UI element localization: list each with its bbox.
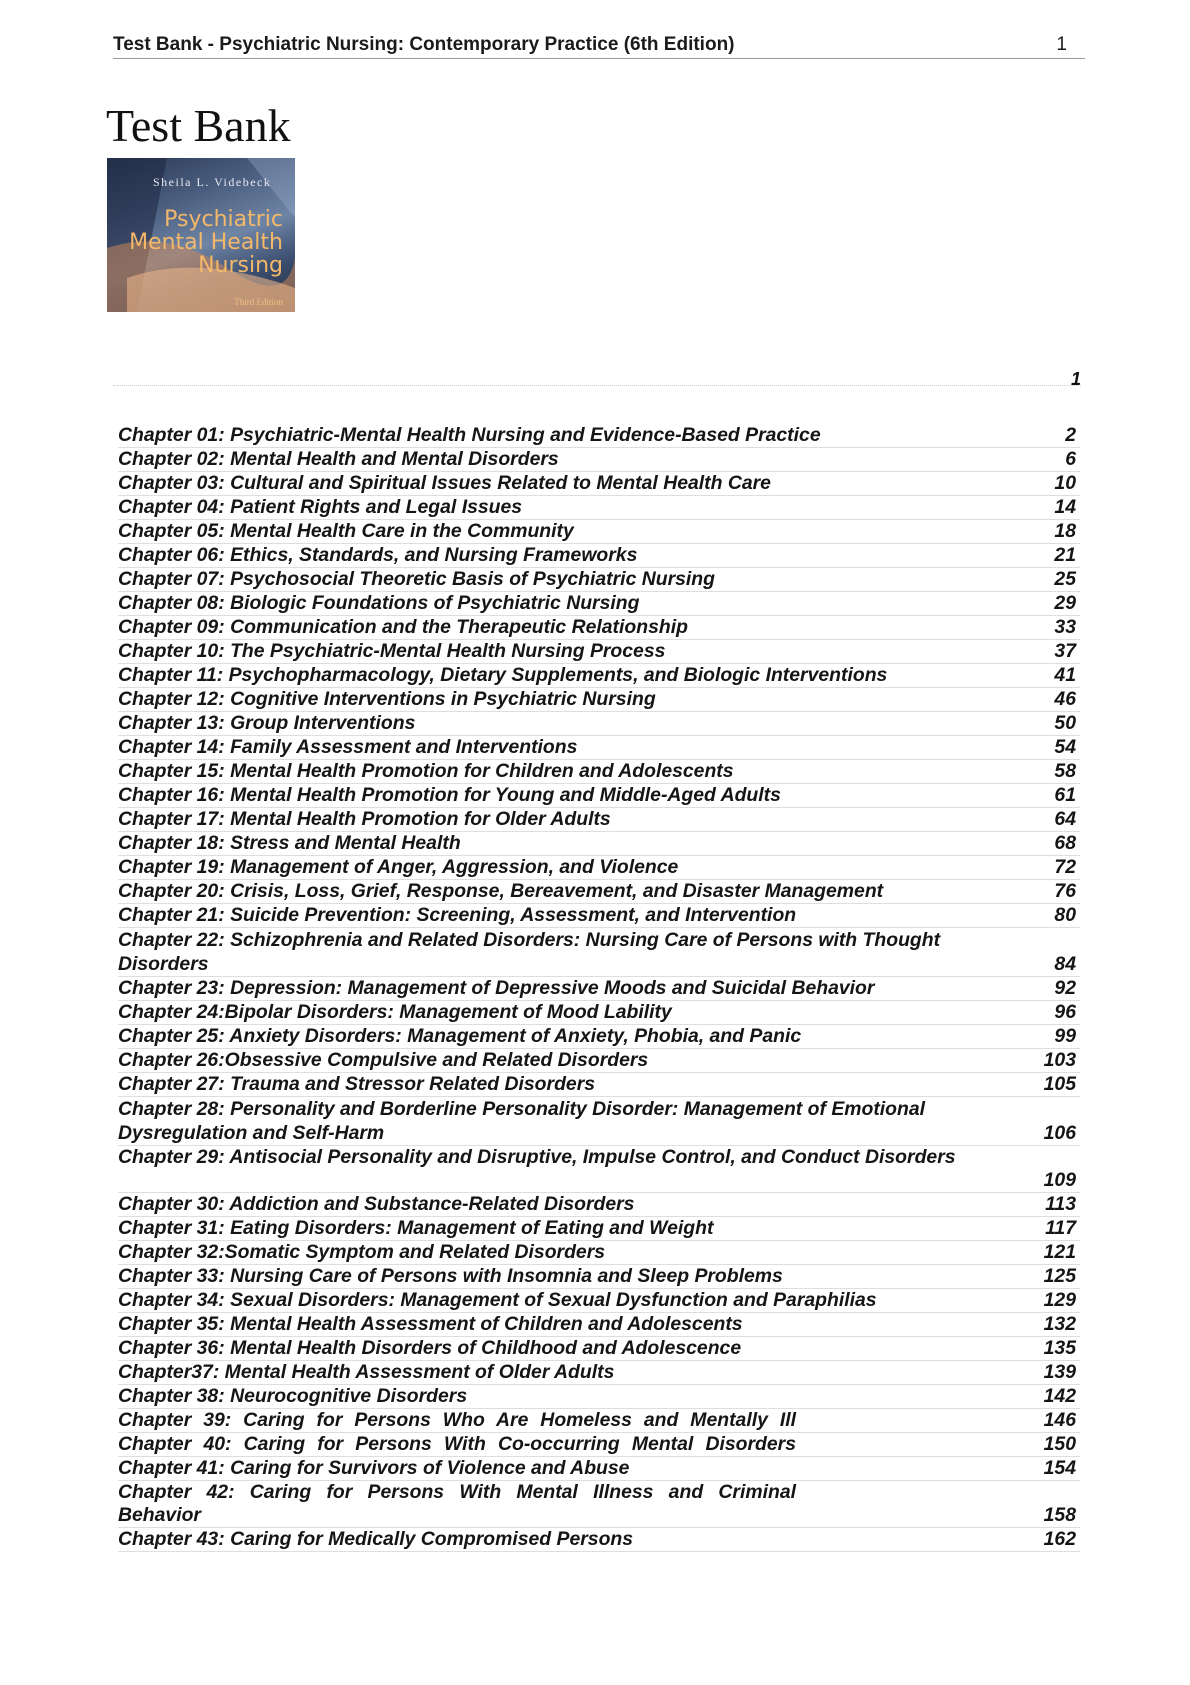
toc-entry-page: 10	[1054, 472, 1076, 494]
running-header	[113, 32, 1085, 59]
toc-entry[interactable]	[118, 448, 1080, 472]
toc-entry-title: Chapter 17: Mental Health Promotion for Older Adults	[118, 808, 611, 830]
cover-author: Sheila L. Videbeck	[153, 175, 272, 189]
toc-entry-page: 37	[1054, 640, 1076, 662]
toc-entry-page: 76	[1054, 880, 1076, 902]
toc-entry-page: 158	[1043, 1504, 1076, 1526]
toc-entry-title: Chapter 19: Management of Anger, Aggression, and Violence	[118, 856, 679, 878]
toc-entry-page: 132	[1043, 1313, 1076, 1335]
toc-entry-page: 162	[1043, 1528, 1076, 1550]
toc-entry-page: 125	[1043, 1265, 1076, 1287]
toc-entry-title: Chapter 16: Mental Health Promotion for Young and Middle-Aged Adults	[118, 784, 781, 806]
toc-entry-title: Chapter 43: Caring for Medically Compromised Persons	[118, 1528, 634, 1550]
toc-entry[interactable]	[118, 1049, 1080, 1073]
toc-entry-title: Chapter 24:Bipolar Disorders: Management of Mood Lability	[118, 1001, 672, 1023]
toc-entry[interactable]	[118, 1313, 1080, 1337]
toc-entry-title: Chapter 18: Stress and Mental Health	[118, 832, 461, 854]
toc-entry[interactable]	[118, 712, 1080, 736]
toc-entry-page: 80	[1054, 904, 1076, 926]
toc-entry-page: 150	[1043, 1433, 1076, 1455]
toc-entry-page: 129	[1043, 1289, 1076, 1311]
toc-entry[interactable]	[118, 808, 1080, 832]
toc-entry-title: Chapter 02: Mental Health and Mental Disorders	[118, 448, 559, 470]
toc-entry[interactable]	[118, 784, 1080, 808]
toc-entry[interactable]	[118, 1265, 1080, 1289]
toc-entry[interactable]	[118, 592, 1080, 616]
toc-entry-page: 21	[1054, 544, 1076, 566]
toc-top-page: 1	[1070, 369, 1081, 389]
toc-entry[interactable]	[118, 424, 1080, 448]
toc-entry-page: 109	[1043, 1169, 1076, 1191]
toc-entry-page: 29	[1054, 592, 1076, 614]
toc-entry-page: 105	[1043, 1073, 1076, 1095]
toc-entry-page: 46	[1054, 688, 1076, 710]
toc-entry-title: Chapter 06: Ethics, Standards, and Nursing Frameworks	[118, 544, 638, 566]
toc-entry[interactable]	[118, 904, 1080, 928]
toc-entry-title: Chapter 38: Neurocognitive Disorders	[118, 1385, 468, 1407]
toc-entry[interactable]	[118, 640, 1080, 664]
toc-entry-page: 6	[1065, 448, 1076, 470]
toc-entry-page: 33	[1054, 616, 1076, 638]
toc-entry-title: Chapter 29: Antisocial Personality and Disruptive, Impulse Control, and Conduct Disorders	[118, 1146, 956, 1168]
toc-entry[interactable]	[118, 760, 1080, 784]
toc-entry[interactable]	[118, 1241, 1080, 1265]
toc-entry-title: Chapter37: Mental Health Assessment of Older Adults	[118, 1361, 615, 1383]
toc-entry[interactable]	[118, 1193, 1080, 1217]
toc-entry-page: 99	[1054, 1025, 1076, 1047]
toc-entry-title: Chapter 31: Eating Disorders: Management of Eating and Weight	[118, 1217, 714, 1239]
toc-entry[interactable]	[118, 1073, 1080, 1097]
toc-entry-title: Chapter 32:Somatic Symptom and Related Disorders	[118, 1241, 606, 1263]
cover-title-line: Psychiatric	[164, 207, 283, 232]
document-title: Test Bank - Psychiatric Nursing: Contemporary Practice (6th Edition)	[113, 34, 735, 55]
toc-entry-page: 61	[1054, 784, 1076, 806]
toc-entry-title: Chapter 04: Patient Rights and Legal Issues	[118, 496, 523, 518]
toc-entry[interactable]	[118, 520, 1080, 544]
toc-entry[interactable]	[118, 1025, 1080, 1049]
toc-entry[interactable]	[118, 977, 1080, 1001]
toc-entry[interactable]	[118, 1097, 1080, 1146]
toc-entry[interactable]	[118, 688, 1080, 712]
toc-entry[interactable]	[118, 1146, 1080, 1193]
toc-entry-title: Chapter 39: Caring for Persons Who Are Homeless and Mentally Ill	[118, 1409, 796, 1431]
toc-entry-page: 64	[1054, 808, 1076, 830]
toc-entry-page: 2	[1065, 424, 1076, 446]
toc-entry[interactable]	[118, 1409, 1080, 1433]
toc-entry-title: Chapter 34: Sexual Disorders: Management of Sexual Dysfunction and Paraphilias	[118, 1289, 877, 1311]
toc-entry[interactable]	[118, 664, 1080, 688]
toc-entry-title: Chapter 03: Cultural and Spiritual Issues Related to Mental Health Care	[118, 472, 771, 494]
toc-entry-title: Chapter 26:Obsessive Compulsive and Related Disorders	[118, 1049, 649, 1071]
toc-entry[interactable]	[118, 616, 1080, 640]
toc-entry-page: 121	[1043, 1241, 1076, 1263]
toc-entry-title: Chapter 27: Trauma and Stressor Related Disorders	[118, 1073, 596, 1095]
toc-entry-title: Chapter 08: Biologic Foundations of Psychiatric Nursing	[118, 592, 640, 614]
toc-entry-page: 50	[1054, 712, 1076, 734]
toc-entry[interactable]	[118, 1528, 1080, 1552]
toc-entry-title: Chapter 20: Crisis, Loss, Grief, Response, Bereavement, and Disaster Management	[118, 880, 884, 902]
toc-entry-title: Chapter 14: Family Assessment and Interventions	[118, 736, 578, 758]
cover-edition: Third Edition	[234, 297, 283, 307]
toc-entry-title: Chapter 23: Depression: Management of Depressive Moods and Suicidal Behavior	[118, 977, 875, 999]
toc-entry-title: Chapter 10: The Psychiatric-Mental Health Nursing Process	[118, 640, 666, 662]
toc-entry[interactable]	[118, 496, 1080, 520]
toc-entry-title: Chapter 01: Psychiatric-Mental Health Nursing and Evidence-Based Practice	[118, 424, 821, 446]
toc-entry-page: 142	[1043, 1385, 1076, 1407]
toc-entry[interactable]	[118, 1433, 1080, 1457]
toc-entry[interactable]	[118, 568, 1080, 592]
toc-entry[interactable]	[118, 472, 1080, 496]
toc-entry-title: Chapter 11: Psychopharmacology, Dietary Supplements, and Biologic Interventions	[118, 664, 888, 686]
toc-entry[interactable]	[118, 856, 1080, 880]
toc-entry-page: 68	[1054, 832, 1076, 854]
toc-entry-page: 146	[1043, 1409, 1076, 1431]
cover-title-line: Nursing	[198, 253, 283, 278]
toc-entry-title: Chapter 07: Psychosocial Theoretic Basis of Psychiatric Nursing	[118, 568, 716, 590]
toc-entry[interactable]	[118, 1289, 1080, 1313]
cover-title-line: Mental Health	[129, 230, 283, 255]
toc-entry[interactable]	[118, 1361, 1080, 1385]
toc-entry-title: Chapter 22: Schizophrenia and Related Disorders: Nursing Care of Persons with Thought Disorders	[118, 929, 941, 975]
toc-entry-page: 139	[1043, 1361, 1076, 1383]
toc-entry-title: Chapter 05: Mental Health Care in the Community	[118, 520, 574, 542]
toc-entry[interactable]	[118, 1385, 1080, 1409]
toc-entry-page: 54	[1054, 736, 1076, 758]
toc-entry[interactable]	[118, 880, 1080, 904]
page-title: Test Bank	[106, 100, 291, 151]
toc-entry-title: Chapter 35: Mental Health Assessment of Children and Adolescents	[118, 1313, 743, 1335]
toc-entry-page: 96	[1054, 1001, 1076, 1023]
toc-entry[interactable]	[118, 928, 1080, 977]
toc-entry-title: Chapter 33: Nursing Care of Persons with Insomnia and Sleep Problems	[118, 1265, 783, 1287]
toc-entry-page: 14	[1054, 496, 1076, 518]
toc-entry-page: 58	[1054, 760, 1076, 782]
toc-entry-page: 84	[1054, 953, 1076, 975]
toc-entry-page: 106	[1043, 1122, 1076, 1144]
toc-entry-page: 92	[1054, 977, 1076, 999]
toc-entry[interactable]	[118, 832, 1080, 856]
toc-entry[interactable]	[118, 1217, 1080, 1241]
toc-entry-title: Chapter 15: Mental Health Promotion for Children and Adolescents	[118, 760, 734, 782]
toc-entry-title: Chapter 21: Suicide Prevention: Screening, Assessment, and Intervention	[118, 904, 797, 926]
toc-entry[interactable]	[118, 544, 1080, 568]
toc-entry[interactable]	[118, 1481, 1080, 1528]
toc-entry-page: 41	[1054, 664, 1076, 686]
toc-entry-page: 135	[1043, 1337, 1076, 1359]
table-of-contents	[118, 424, 1080, 1552]
book-cover-image	[107, 158, 295, 312]
toc-top-entry[interactable]	[113, 369, 1081, 389]
toc-entry-title: Chapter 30: Addiction and Substance-Related Disorders	[118, 1193, 635, 1215]
toc-entry-title: Chapter 42: Caring for Persons With Mental Illness and Criminal Behavior	[118, 1481, 796, 1526]
toc-entry-title: Chapter 12: Cognitive Interventions in Psychiatric Nursing	[118, 688, 656, 710]
toc-entry-title: Chapter 36: Mental Health Disorders of Childhood and Adolescence	[118, 1337, 742, 1359]
toc-entry[interactable]	[118, 1337, 1080, 1361]
toc-entry-page: 25	[1054, 568, 1076, 590]
toc-entry[interactable]	[118, 736, 1080, 760]
toc-entry-title: Chapter 28: Personality and Borderline Personality Disorder: Management of Emotional Dysregulation and Self-Harm	[118, 1098, 926, 1144]
cover-book-title	[129, 208, 283, 277]
toc-entry-page: 117	[1045, 1217, 1076, 1239]
toc-entry[interactable]	[118, 1457, 1080, 1481]
toc-entry-page: 18	[1054, 520, 1076, 542]
toc-entry-page: 113	[1045, 1193, 1076, 1215]
toc-entry-title: Chapter 40: Caring for Persons With Co-occurring Mental Disorders	[118, 1433, 796, 1455]
toc-entry-title: Chapter 41: Caring for Survivors of Violence and Abuse	[118, 1457, 630, 1479]
toc-entry-page: 72	[1054, 856, 1076, 878]
page-number: 1	[1056, 34, 1067, 55]
toc-entry-page: 103	[1043, 1049, 1076, 1071]
toc-entry-title: Chapter 09: Communication and the Therapeutic Relationship	[118, 616, 688, 638]
toc-entry-title: Chapter 25: Anxiety Disorders: Management of Anxiety, Phobia, and Panic	[118, 1025, 802, 1047]
toc-entry-title: Chapter 13: Group Interventions	[118, 712, 416, 734]
toc-entry[interactable]	[118, 1001, 1080, 1025]
toc-entry-page: 154	[1043, 1457, 1076, 1479]
